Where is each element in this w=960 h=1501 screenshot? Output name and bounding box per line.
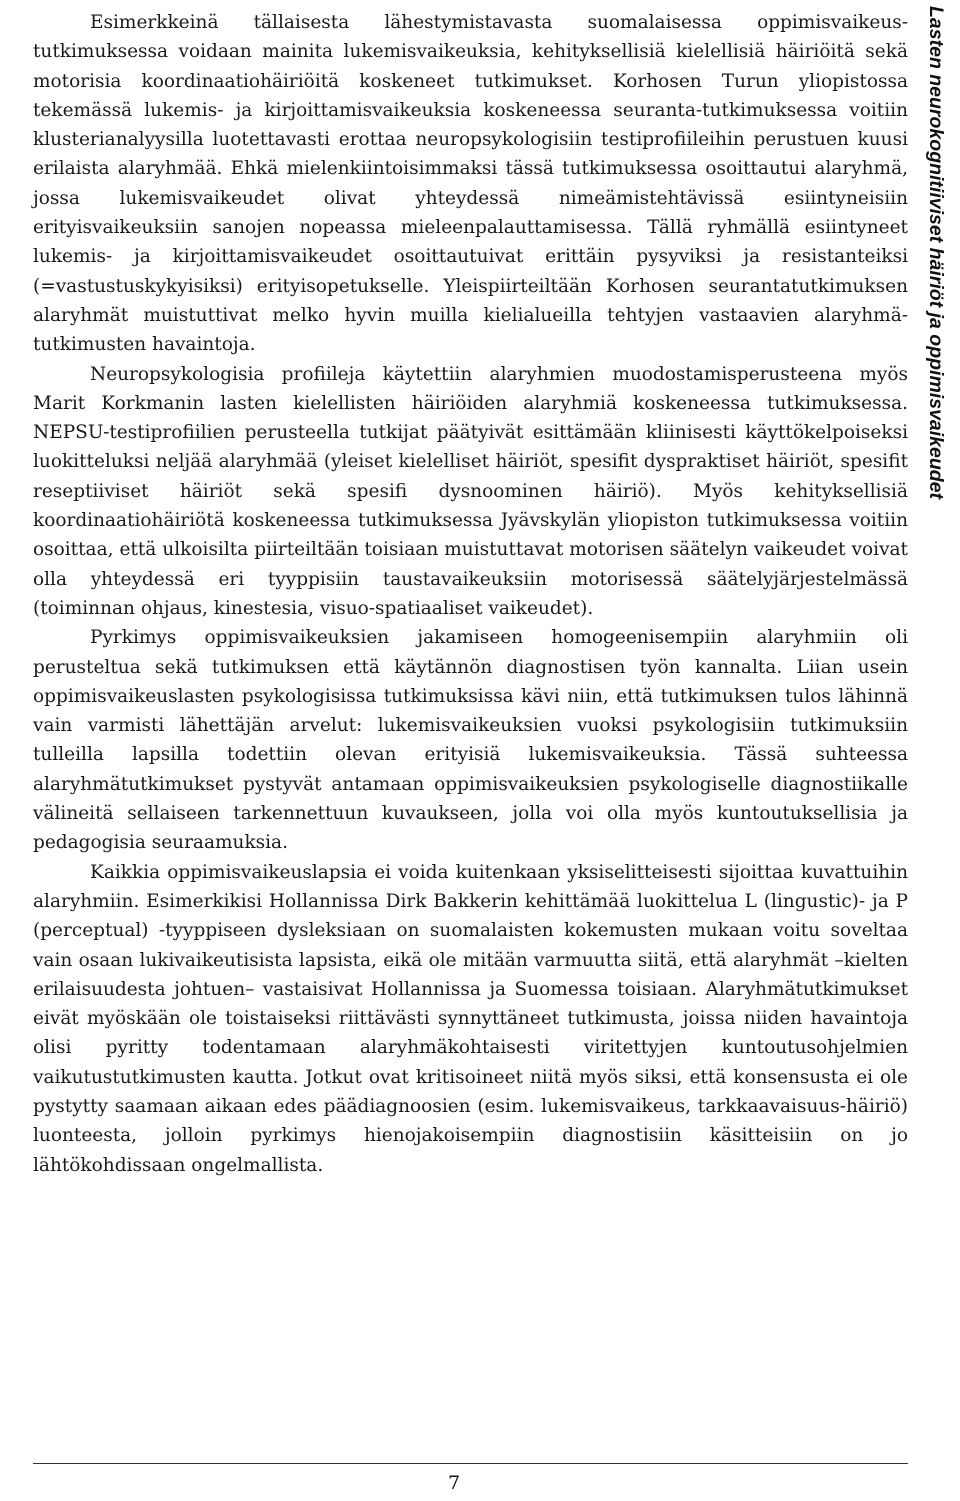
paragraph-2: Neuropsykologisia profiileja käytettiin alaryhmien muodostamisperusteena myös Marit Korkmanin lasten kielellisten häiriöiden alaryhmiä koskeneessa tutkimuksessa. NEPSU-testiprofiilien perusteella tutkijat päätyivät esittämään kliinisesti käyttökelpoiseksi luokitteluksi neljää alaryhmää (yleiset kielelliset häiriöt, spesifit dyspraktiset häiriöt, spesifit reseptiiviset häiriöt sekä spesifi dysnoominen häiriö). Myös kehityksellisiä koordinaatiohäiriötä koskeneessa tutkimuksessa Jyävskylän yliopiston tutkimuksessa voitiin osoittaa, että ulkoisilta piirteiltään toisiaan muistuttavat motorisen säätelyn vaikeudet voivat olla yhteydessä eri tyyppisiin taustavaikeuksiin motorisessä säätelyjärjestelmässä (toiminnan ohjaus, kinestesia, visuo-spatiaaliset vaikeudet).	[33, 363, 908, 619]
page-number: 7	[447, 1472, 461, 1494]
paragraph-4: Kaikkia oppimisvaikeuslapsia ei voida kuitenkaan yksiselitteisesti sijoittaa kuvattuihin alaryhmiin. Esimerkikisi Hollannissa Dirk Bakkerin kehittämää luokittelua L (lingustic)- ja P (perceptual) -tyyppiseen dysleksiaan on suomalaisten kokemusten mukaan voitu soveltaa vain osaan lukivaikeutisista lapsista, eikä ole mitään varmuutta siitä, että alaryhmät –kielten erilaisuudesta johtuen– vastaisivat Hollannissa ja Suomessa toisiaan. Alaryhmätutkimukset eivät myöskään ole toistaiseksi riittävästi synnyttäneet tutkimusta, joissa niiden havaintoja olisi pyritty todentamaan alaryhmäkohtaisesti viritettyjen kuntoutusohjelmien vaikutustutkimusten kautta. Jotkut ovat kritisoineet niitä myös siksi, että konsensusta ei ole pystytty saamaan aikaan edes päädiagnoosien (esim. lukemisvaikeus, tarkkaavaisuus-häiriö) luonteesta, jolloin pyrkimys hienojakoisempiin diagnostisiin käsitteisiin on jo lähtökohdissaan ongelmallista.	[33, 861, 908, 1176]
paragraph-1: Esimerkkeinä tällaisesta lähestymistavasta suomalaisessa oppimisvaikeustutkimuksessa voidaan mainita lukemisvaikeuksia, kehityksellisiä kielellisiä häiriöitä sekä motorisia koordinaatiohäiriöitä koskeneet tutkimukset. Korhosen Turun yliopistossa tekemässä lukemis- ja kirjoittamisvaikeuksia koskeneessa seuranta-tutkimuksessa voitiin klusterianalyysilla luotettavasti erottaa neuropsykologisiin testiprofiileihin perustuen kuusi erilaista alaryhmää. Ehkä mielenkiintoisimmaksi tässä tutkimuksessa osoittautui alaryhmä, jossa lukemisvaikeudet olivat yhteydessä nimeämistehtävissä esiintyneisiin erityisvaikeuksiin sanojen nopeassa mieleenpalauttamisessa. Tällä ryhmällä esiintyneet lukemis- ja kirjoittamisvaikeudet osoittautuivat erittäin pysyviksi ja resistanteiksi (=vastustuskykyisiksi) erityisopetukselle. Yleispiirteiltään Korhosen seurantatutkimuksen alaryhmät muistuttivat melko hyvin muilla kielialueilla tehtyjen vastaavien alaryhmä-tutkimusten havaintoja.	[33, 12, 908, 356]
body-text	[33, 8, 908, 1180]
paragraph-3: Pyrkimys oppimisvaikeuksien jakamiseen homogeenisempiin alaryhmiin oli perusteltua sekä tutkimuksen että käytännön diagnostisen työn kannalta. Liian usein oppimisvaikeuslasten psykologisissa tutkimuksissa kävi niin, että tutkimuksen tulos lähinnä vain varmisti lähettäjän arvelut: lukemisvaikeuksien vuoksi psykologisiin tutkimuksiin tulleilla lapsilla todettiin olevan erityisiä lukemisvaikeuksia. Tässä suhteessa alaryhmätutkimukset pystyvät antamaan oppimisvaikeuksien psykologiselle diagnostiikalle välineitä sellaiseen tarkennettuun kuvaukseen, jolla voi olla myös kuntoutuksellisia ja pedagogisia seuraamuksia.	[33, 627, 908, 854]
footer-divider	[33, 1463, 908, 1464]
running-side-title: Lasten neurokognitiiviset häiriöt ja oppimisvaikeudet	[925, 6, 947, 500]
